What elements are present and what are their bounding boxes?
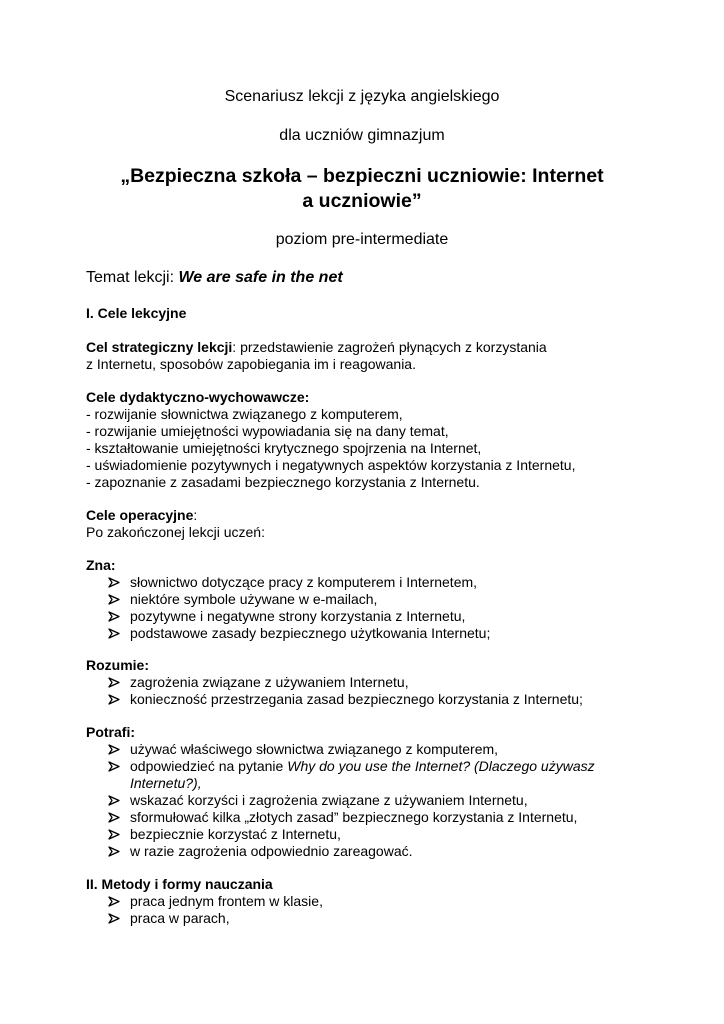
understands-label: Rozumie: xyxy=(86,657,149,673)
didactic-goals xyxy=(86,389,646,491)
lesson-topic xyxy=(86,268,343,288)
didactic-goal-item: - rozwijanie umiejętności wypowiadania się na dany temat, xyxy=(86,423,449,439)
arrow-bullet-icon xyxy=(108,843,122,860)
section-1-heading: I. Cele lekcyjne xyxy=(86,305,187,321)
operational-goals-colon: : xyxy=(193,507,198,523)
lesson-title-line-2: a uczniowie” xyxy=(302,190,422,212)
list-item: zagrożenia związane z używaniem Internetu, xyxy=(108,674,638,691)
methods-list xyxy=(108,893,638,927)
topic-value: We are safe in the net xyxy=(178,269,343,286)
section-2-heading: II. Metody i formy nauczania xyxy=(86,876,273,892)
arrow-bullet-icon xyxy=(108,691,122,708)
lesson-title xyxy=(0,164,724,214)
list-item: pozytywne i negatywne strony korzystania z Internetu, xyxy=(108,608,638,625)
list-item: bezpiecznie korzystać z Internetu, xyxy=(108,826,638,843)
topic-label: Temat lekcji: xyxy=(86,269,179,286)
list-item: konieczność przestrzegania zasad bezpiecznego korzystania z Internetu; xyxy=(108,691,638,708)
list-item: sformułować kilka „złotych zasad” bezpiecznego korzystania z Internetu, xyxy=(108,809,638,826)
arrow-bullet-icon xyxy=(108,625,122,642)
can-list xyxy=(108,741,638,860)
understands-list xyxy=(108,674,638,708)
operational-goals-label: Cele operacyjne xyxy=(86,507,194,523)
level-heading: poziom pre-intermediate xyxy=(275,231,449,248)
operational-goals-intro: Po zakończonej lekcji uczeń: xyxy=(86,524,265,540)
scenario-heading: Scenariusz lekcji z języka angielskiego xyxy=(224,88,500,105)
arrow-bullet-icon xyxy=(108,758,122,775)
list-item: niektóre symbole używane w e-mailach, xyxy=(108,591,638,608)
didactic-goals-label: Cele dydaktyczno-wychowawcze: xyxy=(86,389,310,405)
list-item: używać właściwego słownictwa związanego z komputerem, xyxy=(108,741,638,758)
arrow-bullet-icon xyxy=(108,893,122,910)
arrow-bullet-icon xyxy=(108,809,122,826)
list-item: odpowiedzieć na pytanie Why do you use the Internet? (Dlaczego używasz Internetu?), xyxy=(108,758,638,792)
arrow-bullet-icon xyxy=(108,608,122,625)
didactic-goal-item: - kształtowanie umiejętności krytycznego spojrzenia na Internet, xyxy=(86,440,482,456)
didactic-goal-item: - uświadomienie pozytywnych i negatywnych aspektów korzystania z Internetu, xyxy=(86,457,576,473)
list-item: w razie zagrożenia odpowiednio zareagować. xyxy=(108,843,638,860)
arrow-bullet-icon xyxy=(108,826,122,843)
can-label: Potrafi: xyxy=(86,724,135,740)
didactic-goal-item: - rozwijanie słownictwa związanego z komputerem, xyxy=(86,406,403,422)
list-item: podstawowe zasady bezpiecznego użytkowania Internetu; xyxy=(108,625,638,642)
arrow-bullet-icon xyxy=(108,910,122,927)
knows-list xyxy=(108,574,638,642)
list-item: słownictwo dotyczące pracy z komputerem i Internetem, xyxy=(108,574,638,591)
arrow-bullet-icon xyxy=(108,741,122,758)
knows-label: Zna: xyxy=(86,557,116,573)
strategic-goal-text-1: : przedstawienie zagrożeń płynących z korzystania xyxy=(232,339,547,355)
list-item: praca jednym frontem w klasie, xyxy=(108,893,638,910)
arrow-bullet-icon xyxy=(108,574,122,591)
strategic-goal-label: Cel strategiczny lekcji xyxy=(86,339,233,355)
lesson-title-line-1: „Bezpieczna szkoła – bezpieczni uczniowie: Internet xyxy=(120,165,604,187)
audience-heading: dla uczniów gimnazjum xyxy=(279,127,445,144)
list-item: wskazać korzyści i zagrożenia związane z używaniem Internetu, xyxy=(108,792,638,809)
arrow-bullet-icon xyxy=(108,674,122,691)
didactic-goal-item: - zapoznanie z zasadami bezpiecznego korzystania z Internetu. xyxy=(86,474,480,490)
arrow-bullet-icon xyxy=(108,792,122,809)
arrow-bullet-icon xyxy=(108,591,122,608)
strategic-goal-text-2: z Internetu, sposobów zapobiegania im i reagowania. xyxy=(86,356,416,372)
strategic-goal xyxy=(86,339,646,373)
operational-goals xyxy=(86,507,646,541)
list-item: praca w parach, xyxy=(108,910,638,927)
